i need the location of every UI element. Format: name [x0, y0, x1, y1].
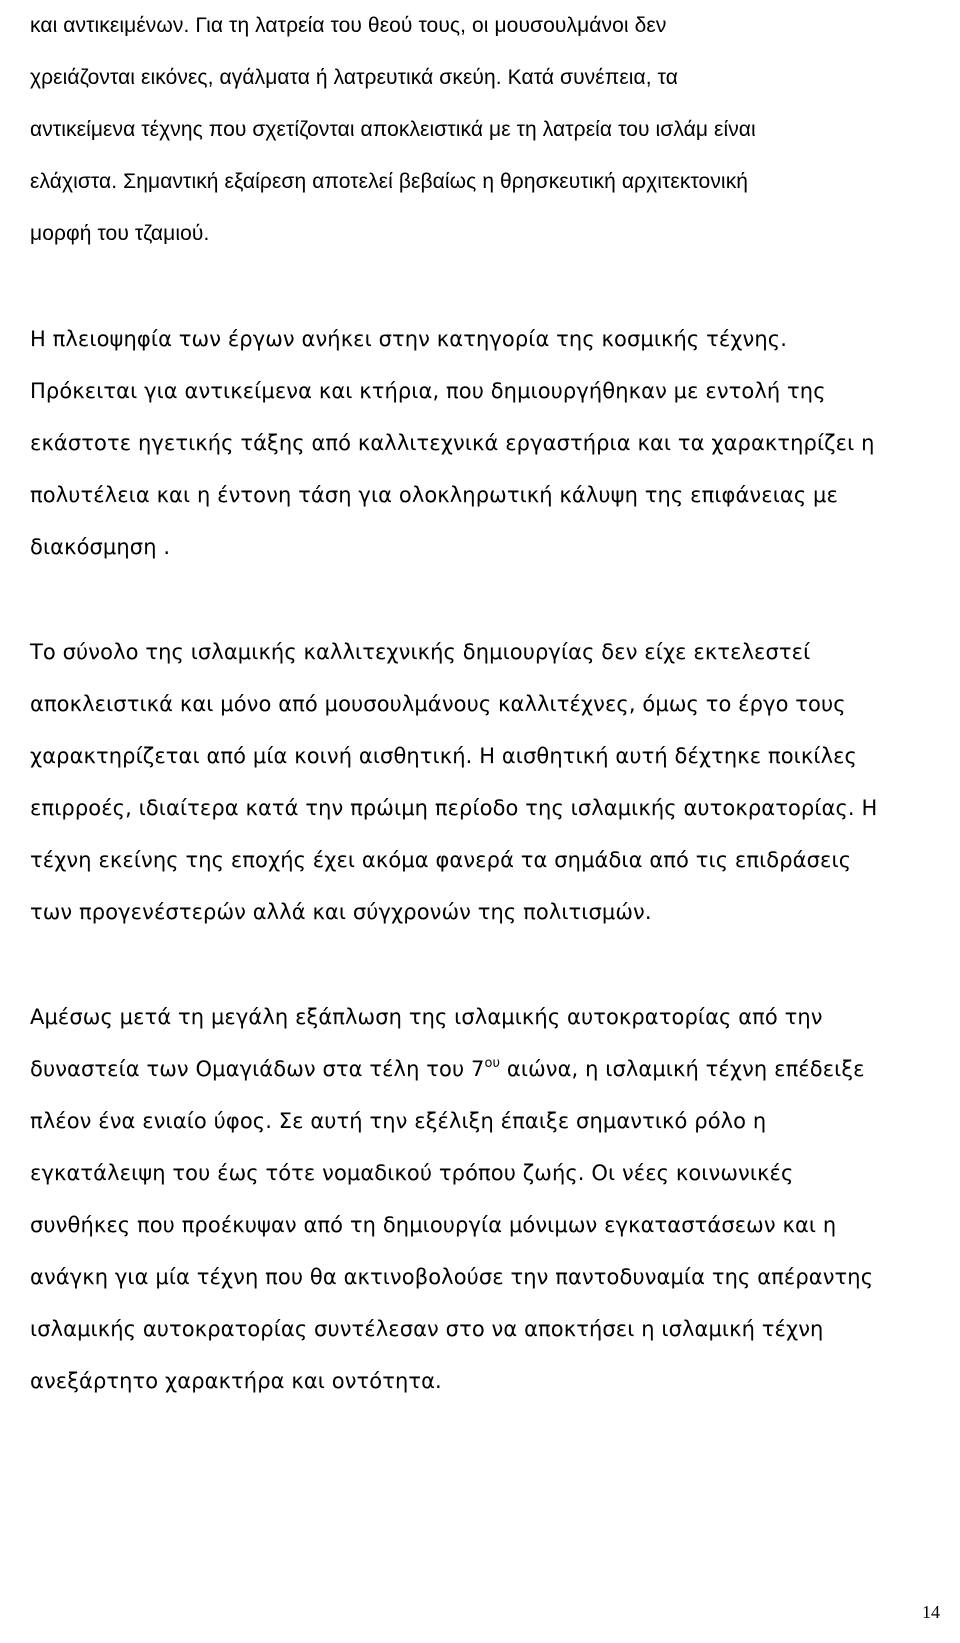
paragraph-spacer	[30, 573, 925, 626]
text-line: των προγενέστερών αλλά και σύγχρονών της πολιτισμών.	[30, 900, 652, 924]
text-line: εκάστοτε ηγετικής τάξης από καλλιτεχνικά εργαστήρια και τα χαρακτηρίζει η	[30, 431, 875, 455]
text-line: Αμέσως μετά τη μεγάλη εξάπλωση της ισλαμικής αυτοκρατορίας από την	[30, 1005, 823, 1029]
paragraph-4	[30, 991, 925, 1407]
text-line: ανεξάρτητο χαρακτήρα και οντότητα.	[30, 1369, 442, 1393]
text-line: Το σύνολο της ισλαμικής καλλιτεχνικής δημιουργίας δεν είχε εκτελεστεί	[30, 640, 811, 664]
text-segment: δυναστεία των Ομαγιάδων στα τέλη του 7	[30, 1057, 485, 1081]
text-line: εγκατάλειψη του έως τότε νομαδικού τρόπου ζωής. Οι νέες κοινωνικές	[30, 1161, 794, 1185]
paragraph-spacer	[30, 938, 925, 991]
text-line: χαρακτηρίζεται από μία κοινή αισθητική. Η αισθητική αυτή δέχτηκε ποικίλες	[30, 744, 857, 768]
text-line: αποκλειστικά και μόνο από μουσουλμάνους καλλιτέχνες, όμως το έργο τους	[30, 692, 846, 716]
text-line: και αντικειμένων. Για τη λατρεία του θεού τους, οι μουσουλμάνοι δεν	[30, 14, 667, 37]
text-line: χρειάζονται εικόνες, αγάλματα ή λατρευτικά σκεύη. Κατά συνέπεια, τα	[30, 66, 678, 89]
text-line: τέχνη εκείνης της εποχής έχει ακόμα φανερά τα σημάδια από τις επιδράσεις	[30, 848, 852, 872]
text-line: ανάγκη για μία τέχνη που θα ακτινοβολούσε την παντοδυναμία της απέραντης	[30, 1265, 874, 1289]
text-line: επιρροές, ιδιαίτερα κατά την πρώιμη περίοδο της ισλαμικής αυτοκρατορίας. Η	[30, 796, 878, 820]
paragraph-1	[30, 0, 925, 260]
text-segment: αιώνα, η ισλαμική τέχνη επέδειξε	[500, 1057, 865, 1081]
document-page	[30, 0, 925, 1407]
text-line-with-superscript	[30, 1043, 925, 1095]
text-line: πολυτέλεια και η έντονη τάση για ολοκληρωτική κάλυψη της επιφάνειας με	[30, 483, 838, 507]
text-line: Πρόκειται για αντικείμενα και κτήρια, που δημιουργήθηκαν με εντολή της	[30, 379, 826, 403]
text-line: πλέον ένα ενιαίο ύφος. Σε αυτή την εξέλιξη έπαιξε σημαντικό ρόλο η	[30, 1109, 767, 1133]
text-line: διακόσμηση .	[30, 535, 171, 559]
page-number: 14	[922, 1602, 940, 1622]
paragraph-2	[30, 313, 925, 573]
text-line: ισλαμικής αυτοκρατορίας συντέλεσαν στο να αποκτήσει η ισλαμική τέχνη	[30, 1317, 824, 1341]
text-line: συνθήκες που προέκυψαν από τη δημιουργία μόνιμων εγκαταστάσεων και η	[30, 1213, 837, 1237]
text-line: μορφή του τζαμιού.	[30, 222, 210, 245]
paragraph-3	[30, 626, 925, 938]
text-line: αντικείμενα τέχνης που σχετίζονται αποκλειστικά με τη λατρεία του ισλάμ είναι	[30, 118, 756, 141]
ordinal-superscript: ου	[484, 1056, 501, 1071]
text-line: Η πλειοψηφία των έργων ανήκει στην κατηγορία της κοσμικής τέχνης.	[30, 327, 787, 351]
paragraph-spacer	[30, 260, 925, 313]
text-line: ελάχιστα. Σημαντική εξαίρεση αποτελεί βεβαίως η θρησκευτική αρχιτεκτονική	[30, 170, 749, 193]
